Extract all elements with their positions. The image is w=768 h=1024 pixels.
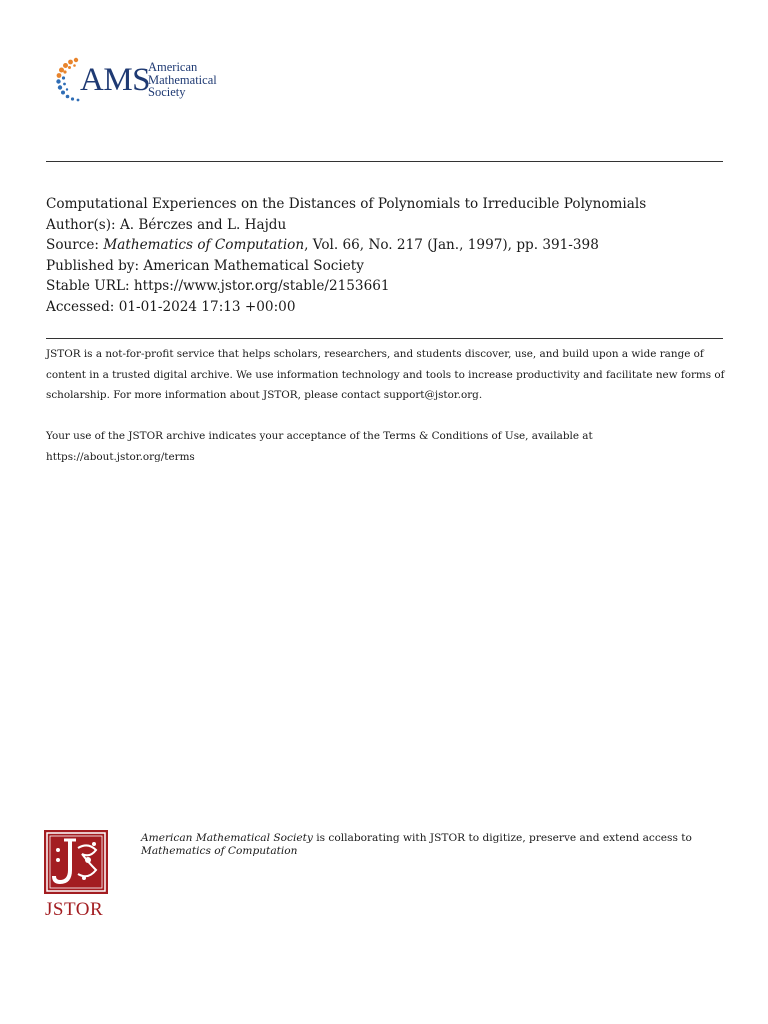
jstor-notice-paragraph-2: Your use of the JSTOR archive indicates your acceptance of the Terms & Conditions of Use, available at https://about.jstor.org/terms bbox=[46, 430, 593, 463]
ams-name-line-2: Mathematical bbox=[148, 72, 217, 87]
journal-title[interactable]: Mathematics of Computation bbox=[103, 237, 305, 254]
top-divider bbox=[46, 161, 723, 162]
collab-org: American Mathematical Society bbox=[141, 832, 313, 844]
jstor-wordmark: JSTOR bbox=[45, 899, 104, 920]
jstor-notice-paragraph-1: JSTOR is a not-for-profit service that helps scholars, researchers, and students discover, use, and build upon a wide range of content in a trusted digital archive. We use information technology and tools to increase productivity and facilitate new forms of scholarship. For more information about JSTOR, please contact support@jstor.org. bbox=[46, 348, 725, 401]
ams-logo[interactable] bbox=[54, 56, 254, 104]
ams-name-line-3: Society bbox=[148, 85, 186, 99]
stable-url-line bbox=[46, 276, 736, 297]
stable-url-link[interactable]: https://www.jstor.org/stable/2153661 bbox=[133, 278, 390, 295]
stable-url-label: Stable URL: bbox=[46, 278, 130, 295]
article-title: Computational Experiences on the Distances of Polynomials to Irreducible Polynomials bbox=[46, 196, 647, 212]
middle-divider bbox=[46, 338, 723, 339]
source-details: , Vol. 66, No. 217 (Jan., 1997), pp. 391-398 bbox=[304, 237, 599, 254]
ams-abbrev: AMS bbox=[80, 62, 151, 98]
ams-name-line-1: American bbox=[148, 60, 198, 74]
source-line bbox=[46, 235, 736, 256]
article-metadata bbox=[46, 194, 736, 318]
collab-text: is collaborating with JSTOR to digitize, preserve and extend access to bbox=[312, 832, 692, 844]
source-label: Source: bbox=[46, 237, 99, 254]
authors-value: A. Bérczes and L. Hajdu bbox=[119, 216, 287, 233]
published-by-line bbox=[46, 256, 736, 277]
accessed-value: 01-01-2024 17:13 +00:00 bbox=[118, 298, 296, 315]
authors-label: Author(s): bbox=[46, 216, 116, 233]
jstor-emblem-icon bbox=[44, 830, 108, 894]
jstor-logo[interactable] bbox=[44, 830, 110, 922]
jstor-notice bbox=[46, 344, 726, 467]
authors-line bbox=[46, 215, 736, 236]
publisher-value: American Mathematical Society bbox=[143, 257, 364, 274]
ams-name bbox=[148, 61, 217, 99]
accessed-label: Accessed: bbox=[46, 298, 115, 315]
published-by-label: Published by: bbox=[46, 257, 140, 274]
collaboration-statement bbox=[141, 832, 701, 858]
accessed-line bbox=[46, 297, 736, 318]
collab-journal: Mathematics of Computation bbox=[141, 845, 298, 857]
